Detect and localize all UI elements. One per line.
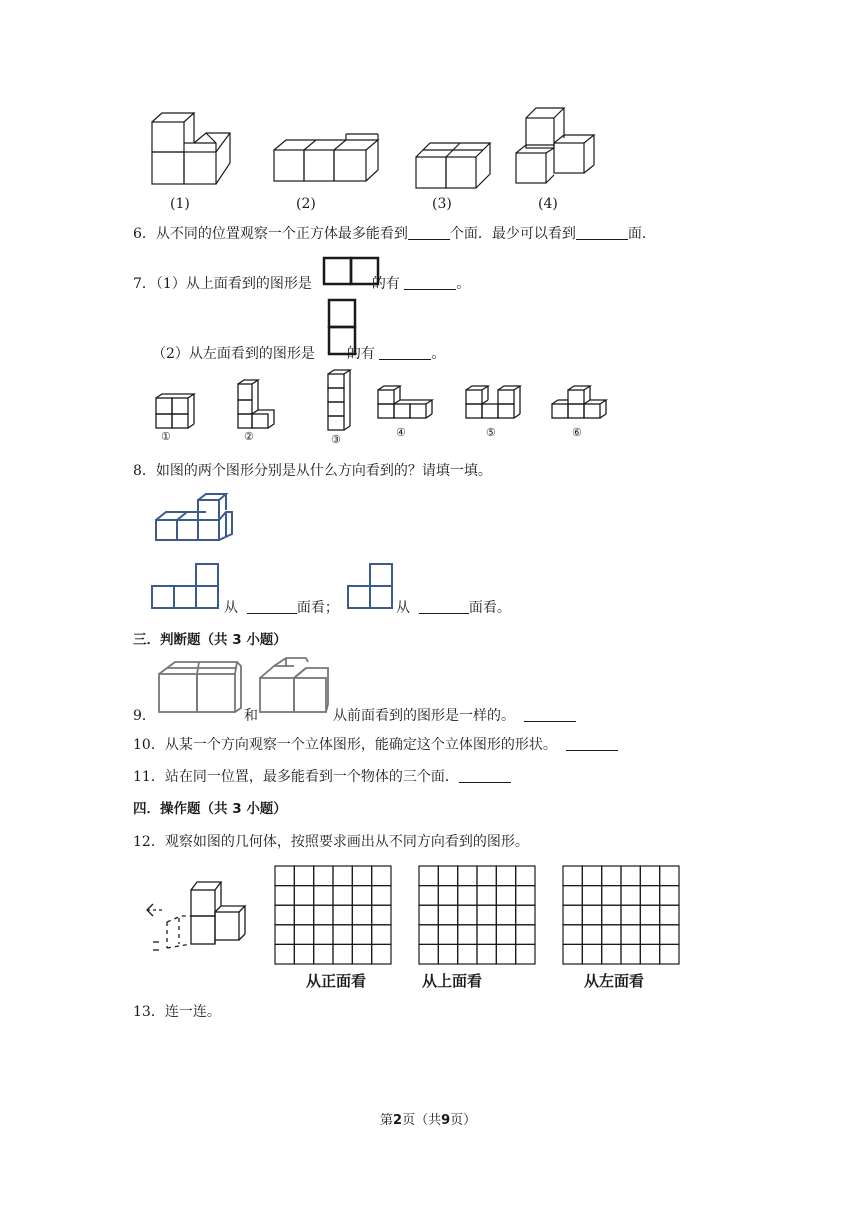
q7-figure-2 (238, 380, 274, 428)
q8-answer-2 (396, 598, 511, 618)
grid-cell[interactable] (563, 886, 582, 906)
fig-label-4: (4) (538, 196, 558, 212)
q7-label-5: ⑤ (486, 426, 496, 439)
grid-cell[interactable] (352, 925, 371, 945)
footer-b: 页（共 (402, 1113, 442, 1128)
grid-cell[interactable] (640, 944, 659, 964)
grid-cell[interactable] (640, 925, 659, 945)
grid-cell[interactable] (314, 886, 333, 906)
grid-cell[interactable] (458, 925, 477, 945)
grid-cell[interactable] (621, 866, 640, 886)
q10-blank[interactable] (566, 736, 618, 751)
grid-cell[interactable] (352, 905, 371, 925)
grid-cell[interactable] (621, 944, 640, 964)
figure-2-cubes (274, 134, 378, 181)
grid-cell[interactable] (516, 886, 535, 906)
grid-cell[interactable] (563, 905, 582, 925)
q8-from-2: 从 (396, 600, 410, 616)
grid-cell[interactable] (621, 886, 640, 906)
grid-cell[interactable] (660, 886, 679, 906)
grid-cell[interactable] (582, 866, 601, 886)
grid-cell[interactable] (294, 944, 313, 964)
q9-and: 和 (244, 708, 258, 724)
grid-cell[interactable] (458, 944, 477, 964)
grid-cell[interactable] (477, 886, 496, 906)
grid-cell[interactable] (660, 905, 679, 925)
question-12: 12．观察如图的几何体，按照要求画出从不同方向看到的图形。 (133, 834, 529, 850)
grid-front-view[interactable] (274, 865, 394, 965)
top-cube-figures (0, 0, 860, 220)
grid-cell[interactable] (496, 866, 515, 886)
grid-left-view[interactable] (562, 865, 682, 965)
grid-cell[interactable] (477, 925, 496, 945)
grid-cell[interactable] (621, 905, 640, 925)
q7-figure-4 (378, 386, 432, 418)
q7-cube-figures (0, 368, 860, 448)
grid-cell[interactable] (458, 886, 477, 906)
top-view-two-squares-icon (322, 256, 382, 286)
grid-cell[interactable] (582, 905, 601, 925)
figure-3-cubes (416, 143, 490, 188)
grid-cell[interactable] (640, 866, 659, 886)
grid-cell[interactable] (496, 925, 515, 945)
grid-cell[interactable] (294, 905, 313, 925)
caption-top-view: 从上面看 (422, 972, 483, 990)
fig-label-2: (2) (296, 196, 316, 212)
page-footer (380, 1111, 476, 1131)
q6-blank-1[interactable] (408, 225, 450, 240)
footer-a: 第 (380, 1113, 394, 1128)
grid-cell[interactable] (563, 866, 582, 886)
section-4-title-a: 四．操作题（共 (133, 801, 228, 817)
grid-cell[interactable] (621, 925, 640, 945)
grid-cell[interactable] (602, 886, 621, 906)
grid-cell[interactable] (496, 944, 515, 964)
grid-cell[interactable] (294, 866, 313, 886)
q6-text-b: 个面．最少可以看到 (449, 226, 576, 242)
question-8: 8．如图的两个图形分别是从什么方向看到的？请填一填。 (133, 463, 492, 479)
grid-cell[interactable] (275, 944, 294, 964)
grid-cell[interactable] (352, 944, 371, 964)
grid-cell[interactable] (582, 886, 601, 906)
section-3-title-a: 三．判断题（共 (133, 632, 228, 648)
grid-cell[interactable] (458, 866, 477, 886)
figure-1-cubes (152, 113, 230, 184)
section-4-title-b: 小题） (246, 801, 287, 817)
grid-cell[interactable] (419, 944, 438, 964)
grid-cell[interactable] (372, 866, 391, 886)
q8-view-1 (150, 562, 230, 612)
q7-p1-text-a: 7．（1）从上面看到的图形是 (133, 276, 312, 292)
q7-label-6: ⑥ (572, 426, 582, 439)
grid-cell[interactable] (275, 925, 294, 945)
grid-cell[interactable] (372, 925, 391, 945)
q8-view1-end: 面看； (296, 600, 339, 616)
grid-cell[interactable] (640, 905, 659, 925)
q9-blank[interactable] (524, 707, 576, 722)
q9-figure-b (256, 656, 336, 716)
q7-blank-2[interactable] (379, 345, 431, 360)
grid-cell[interactable] (333, 886, 352, 906)
grid-cell[interactable] (372, 905, 391, 925)
grid-cell[interactable] (660, 925, 679, 945)
q7-blank-1[interactable] (404, 275, 456, 290)
grid-cell[interactable] (458, 905, 477, 925)
grid-cell[interactable] (516, 905, 535, 925)
grid-cell[interactable] (477, 866, 496, 886)
q7-figure-3 (328, 370, 350, 430)
grid-cell[interactable] (563, 944, 582, 964)
q8-view2-end: 面看。 (468, 600, 511, 616)
q6-text-a: 6．从不同的位置观察一个正方体最多能看到 (133, 226, 408, 242)
q8-solid-figure (150, 494, 250, 554)
section-3-count: 3 (232, 632, 242, 648)
q6-text-c: 面． (627, 226, 656, 242)
grid-cell[interactable] (496, 886, 515, 906)
grid-cell[interactable] (516, 925, 535, 945)
question-9 (333, 706, 576, 726)
q7-figure-5 (466, 386, 520, 418)
q7-p2-text-a: （2）从左面看到的图形是 (152, 346, 315, 362)
grid-cell[interactable] (372, 944, 391, 964)
grid-cell[interactable] (660, 866, 679, 886)
footer-c: 页） (450, 1113, 477, 1128)
grid-cell[interactable] (419, 866, 438, 886)
grid-cell[interactable] (275, 886, 294, 906)
grid-cell[interactable] (275, 866, 294, 886)
q7-label-1: ① (161, 430, 171, 443)
q7-p1-text-b: 的有 (371, 276, 400, 292)
q11-text: 11．站在同一位置，最多能看到一个物体的三个面． (133, 769, 459, 785)
q11-blank[interactable] (459, 768, 511, 783)
q8-blank-2[interactable] (419, 599, 469, 614)
grid-cell[interactable] (602, 866, 621, 886)
q8-view-2 (345, 562, 395, 612)
q9-figure-a (155, 656, 245, 716)
grid-cell[interactable] (275, 905, 294, 925)
grid-cell[interactable] (314, 925, 333, 945)
grid-cell[interactable] (419, 905, 438, 925)
grid-cell[interactable] (582, 944, 601, 964)
q7-label-3: ③ (331, 433, 341, 446)
grid-cell[interactable] (640, 886, 659, 906)
q7-label-2: ② (244, 430, 254, 443)
grid-cell[interactable] (314, 905, 333, 925)
section-3-title-b: 小题） (246, 632, 287, 648)
grid-cell[interactable] (314, 944, 333, 964)
grid-cell[interactable] (438, 886, 457, 906)
q9-rest: 从前面看到的图形是一样的。 (333, 708, 515, 724)
grid-cell[interactable] (294, 886, 313, 906)
fig-label-3: (3) (432, 196, 452, 212)
footer-page: 2 (393, 1113, 403, 1128)
grid-cell[interactable] (419, 886, 438, 906)
question-6 (133, 224, 656, 244)
footer-total: 9 (441, 1113, 451, 1128)
q8-blank-1[interactable] (247, 599, 297, 614)
grid-cell[interactable] (333, 866, 352, 886)
q8-from-1: 从 (224, 600, 238, 616)
caption-front-view: 从正面看 (306, 972, 367, 990)
caption-left-view: 从左面看 (584, 972, 645, 990)
grid-cell[interactable] (294, 925, 313, 945)
question-11 (133, 767, 511, 787)
q8-answer-1 (224, 598, 339, 618)
grid-cell[interactable] (660, 944, 679, 964)
left-view-two-squares-icon (327, 298, 359, 358)
question-7-part-1 (133, 274, 470, 294)
grid-cell[interactable] (372, 886, 391, 906)
grid-cell[interactable] (352, 866, 371, 886)
grid-cell[interactable] (352, 886, 371, 906)
grid-cell[interactable] (438, 905, 457, 925)
q6-blank-2[interactable] (576, 225, 628, 240)
q7-figure-6 (552, 386, 606, 418)
section-4-title (133, 799, 287, 819)
grid-cell[interactable] (516, 944, 535, 964)
grid-cell[interactable] (582, 925, 601, 945)
grid-cell[interactable] (496, 905, 515, 925)
grid-cell[interactable] (516, 866, 535, 886)
grid-cell[interactable] (602, 925, 621, 945)
q10-text: 10．从某一个方向观察一个立体图形，能确定这个立体图形的形状。 (133, 737, 557, 753)
grid-cell[interactable] (419, 925, 438, 945)
grid-cell[interactable] (333, 944, 352, 964)
section-3-title (133, 630, 287, 650)
grid-cell[interactable] (333, 925, 352, 945)
question-7-part-2 (152, 344, 445, 364)
fig-label-1: (1) (170, 196, 190, 212)
figure-4-cubes (516, 108, 594, 183)
question-10 (133, 735, 618, 755)
grid-cell[interactable] (602, 944, 621, 964)
grid-cell[interactable] (438, 944, 457, 964)
grid-cell[interactable] (333, 905, 352, 925)
q12-solid-figure (145, 872, 255, 962)
q7-label-4: ④ (396, 426, 406, 439)
question-13: 13．连一连。 (133, 1004, 221, 1020)
grid-cell[interactable] (563, 925, 582, 945)
grid-top-view[interactable] (418, 865, 538, 965)
q7-figure-1 (156, 394, 194, 428)
grid-cell[interactable] (477, 905, 496, 925)
q7-period-2: 。 (431, 346, 446, 362)
q7-p2-text-b: 的有 (346, 346, 375, 362)
q9-number: 9． (133, 708, 156, 724)
section-4-count: 3 (232, 801, 242, 817)
grid-cell[interactable] (314, 866, 333, 886)
grid-cell[interactable] (438, 866, 457, 886)
grid-cell[interactable] (602, 905, 621, 925)
grid-cell[interactable] (438, 925, 457, 945)
q7-period-1: 。 (456, 276, 471, 292)
grid-cell[interactable] (477, 944, 496, 964)
